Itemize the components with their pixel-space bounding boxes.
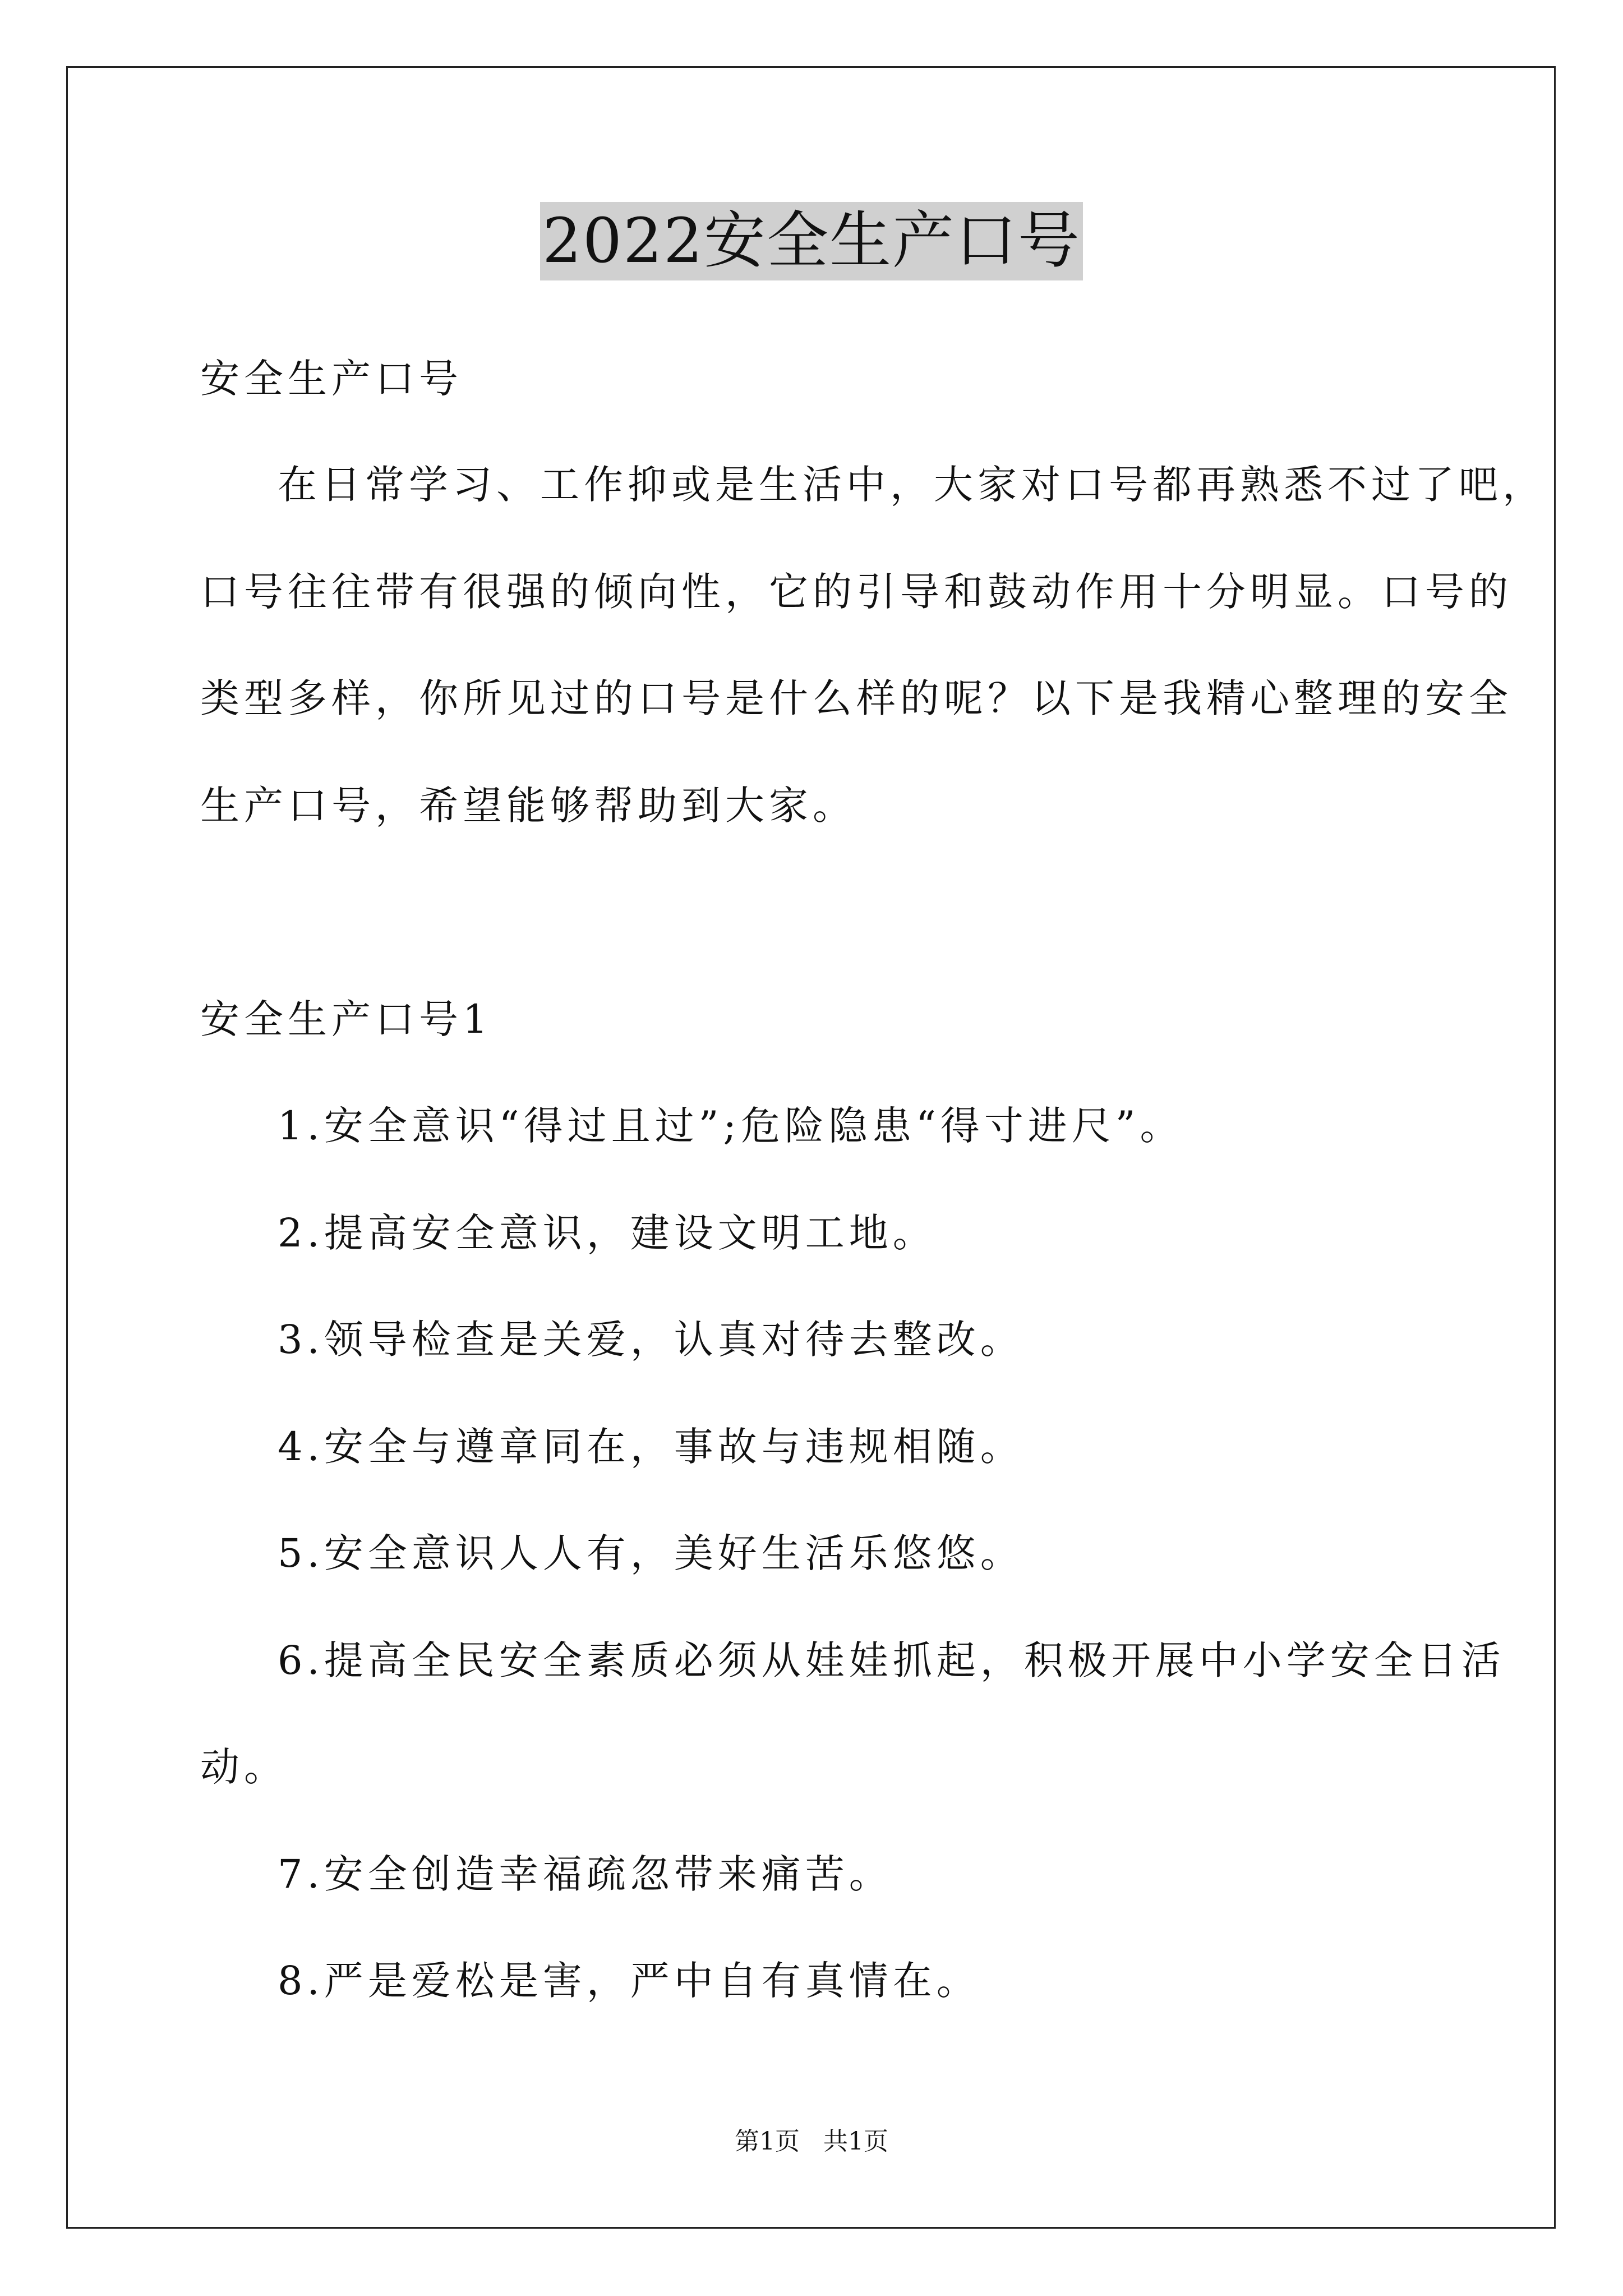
list-item-continuation: 动。	[200, 1744, 288, 1790]
intro-line: 类型多样，你所见过的口号是什么样的呢？以下是我精心整理的安全	[200, 675, 1513, 721]
section-heading: 安全生产口号	[200, 356, 463, 402]
list-item: 3.领导检查是关爱，认真对待去整改。	[278, 1317, 1024, 1363]
list-item: 7.安全创造幸福疏忽带来痛苦。	[278, 1851, 893, 1897]
list-item: 2.提高安全意识，建设文明工地。	[278, 1210, 937, 1256]
title-text: 2022安全生产口号	[540, 202, 1083, 280]
intro-line: 生产口号，希望能够帮助到大家。	[200, 783, 856, 829]
subsection-heading: 安全生产口号1	[200, 996, 492, 1042]
list-item: 6.提高全民安全素质必须从娃娃抓起，积极开展中小学安全日活	[278, 1637, 1505, 1683]
intro-line: 在日常学习、工作抑或是生活中，大家对口号都再熟悉不过了吧，	[278, 462, 1546, 508]
list-item: 8.严是爱松是害，严中自有真情在。	[278, 1958, 980, 2004]
intro-line: 口号往往带有很强的倾向性，它的引导和鼓动作用十分明显。口号的	[200, 569, 1513, 615]
list-item: 4.安全与遵章同在，事故与违规相随。	[278, 1424, 1024, 1470]
document-title	[0, 202, 1623, 280]
list-item: 1.安全意识“得过且过”;危险隐患“得寸进尺”。	[278, 1103, 1184, 1149]
list-item: 5.安全意识人人有，美好生活乐悠悠。	[278, 1530, 1024, 1576]
page-footer: 第1页 共1页	[735, 2127, 888, 2156]
